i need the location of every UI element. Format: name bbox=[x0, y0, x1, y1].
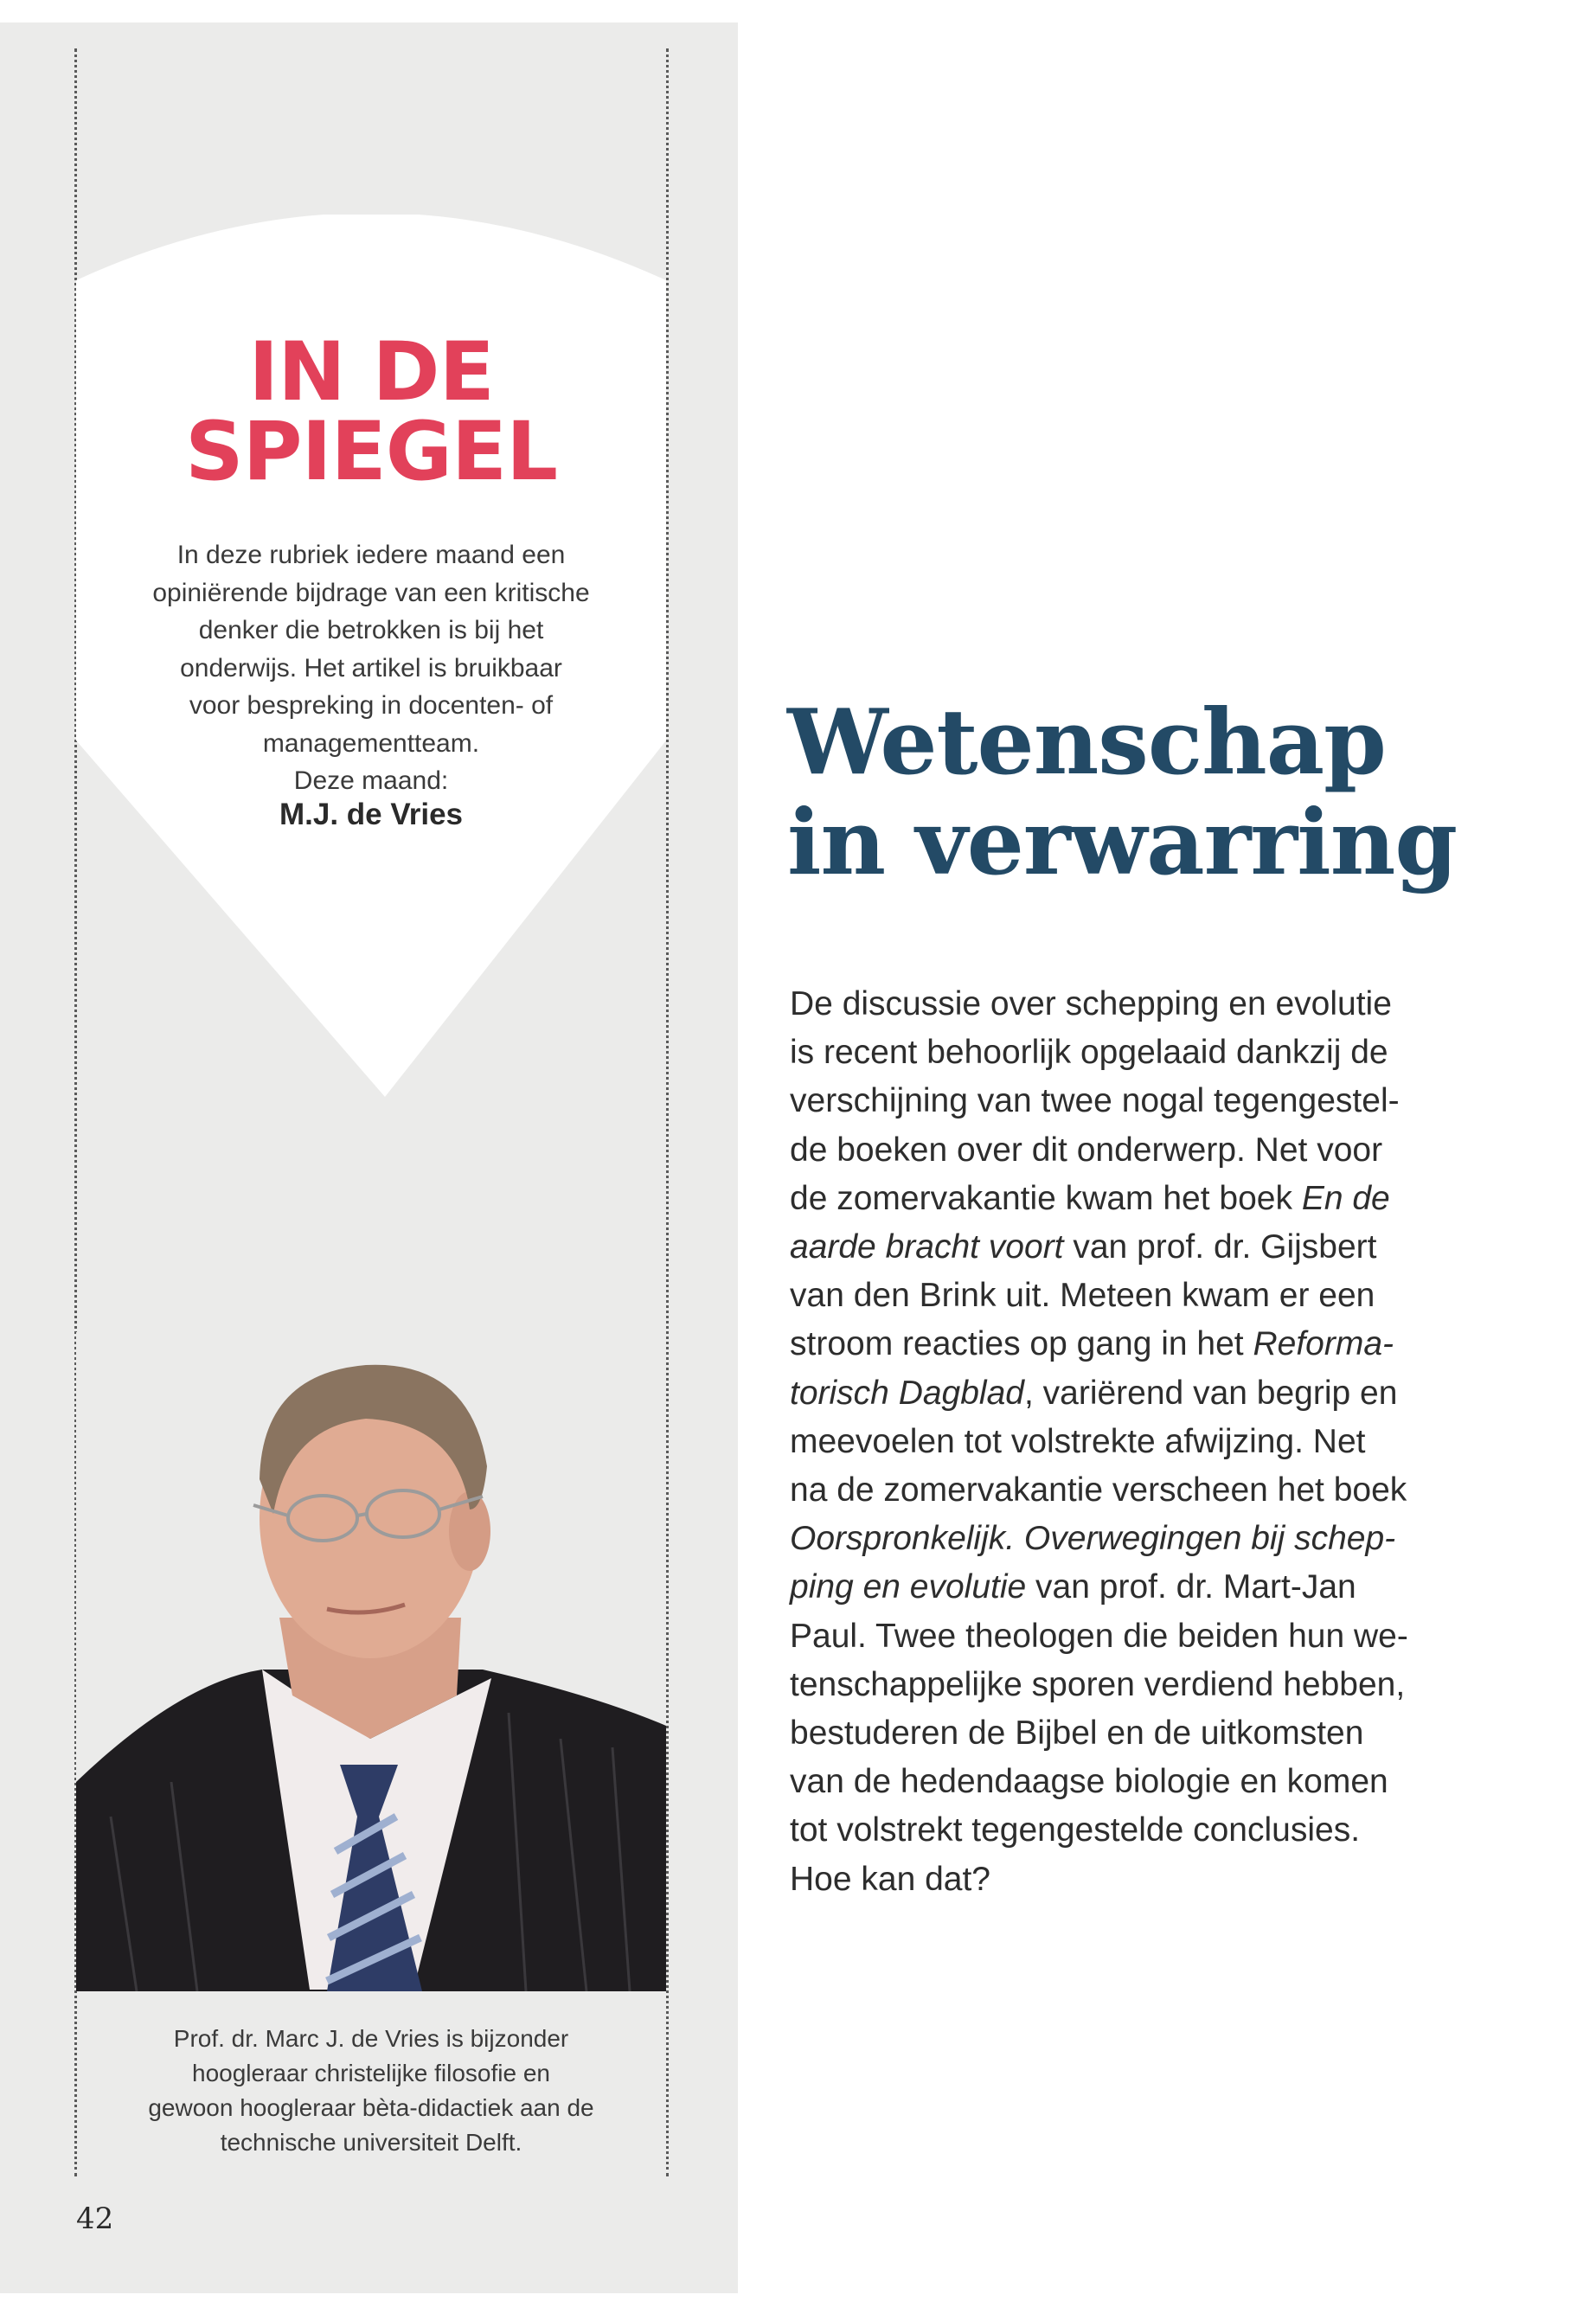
photo-caption-line: Prof. dr. Marc J. de Vries is bijzonder bbox=[173, 2025, 569, 2052]
article-body-line bbox=[790, 1661, 1521, 1709]
article-body-line bbox=[790, 980, 1521, 1029]
article-title-line2: in verwarring bbox=[787, 789, 1458, 895]
article-body-line bbox=[790, 1126, 1521, 1175]
rubric-kicker-line2: SPIEGEL bbox=[184, 405, 558, 499]
body-text: Hoe kan dat? bbox=[790, 1860, 991, 1898]
article-body-line bbox=[790, 1223, 1521, 1272]
article-body-line bbox=[790, 1709, 1521, 1758]
body-text: verschijning van twee nogal tegengestel- bbox=[790, 1082, 1400, 1120]
article-body-line bbox=[790, 1758, 1521, 1806]
body-text: bestuderen de Bijbel en de uitkomsten bbox=[790, 1715, 1364, 1753]
article-body-line bbox=[790, 1029, 1521, 1077]
body-text: van den Brink uit. Meteen kwam er een bbox=[790, 1277, 1375, 1315]
rubric-intro-line: Deze maand: bbox=[293, 766, 449, 795]
photo-caption-line: hoogleraar christelijke filosofie en bbox=[192, 2060, 550, 2086]
rubric-intro-line: In deze rubriek iedere maand een bbox=[176, 541, 566, 569]
body-text: stroom reacties op gang in het bbox=[790, 1325, 1253, 1363]
rubric-kicker-line1: IN DE bbox=[248, 325, 494, 420]
page-number: 42 bbox=[76, 2202, 114, 2236]
article-body-line bbox=[790, 1369, 1521, 1418]
body-text: tot volstrekt tegengestelde conclusies. bbox=[790, 1811, 1361, 1849]
body-text: van prof. dr. Mart-Jan bbox=[1026, 1568, 1356, 1606]
rubric-kicker bbox=[76, 325, 666, 499]
italic-title-text: aarde bracht voort bbox=[790, 1228, 1064, 1266]
italic-title-text: torisch Dagblad bbox=[790, 1374, 1024, 1412]
dotted-divider-right bbox=[666, 48, 669, 2176]
article-body-line bbox=[790, 1515, 1521, 1563]
article-body-line bbox=[790, 1466, 1521, 1515]
rubric-intro bbox=[121, 536, 621, 800]
article-title-line1: Wetenschap bbox=[787, 689, 1386, 795]
rubric-intro-line: managementteam. bbox=[262, 728, 480, 758]
article-body-line bbox=[790, 1856, 1521, 1904]
author-photo bbox=[76, 1332, 666, 1991]
photo-caption-line: gewoon hoogleraar bèta-didactiek aan de bbox=[148, 2094, 594, 2121]
article-body-line bbox=[790, 1175, 1521, 1223]
author-portrait-image bbox=[76, 1332, 666, 1991]
body-text: is recent behoorlijk opgelaaid dankzij de bbox=[790, 1034, 1388, 1072]
italic-title-text: Oorspronkelijk. Overwegingen bij schep- bbox=[790, 1520, 1396, 1558]
article-body-line bbox=[790, 1272, 1521, 1320]
body-text: , variërend van begrip en bbox=[1023, 1374, 1398, 1412]
body-text: de boeken over dit onderwerp. Net voor bbox=[790, 1131, 1383, 1169]
article-body-line bbox=[790, 1563, 1521, 1612]
photo-caption-line: technische universiteit Delft. bbox=[220, 2129, 522, 2156]
article-body-line bbox=[790, 1418, 1521, 1466]
italic-title-text: ping en evolutie bbox=[790, 1568, 1027, 1606]
photo-caption bbox=[104, 2022, 638, 2160]
body-text: De discussie over schepping en evolutie bbox=[790, 985, 1392, 1022]
body-text: van prof. dr. Gijsbert bbox=[1063, 1228, 1377, 1266]
article-title bbox=[787, 689, 1548, 895]
article-body-line bbox=[790, 1077, 1521, 1125]
rubric-intro-line: onderwijs. Het artikel is bruikbaar bbox=[180, 653, 562, 683]
rubric-intro-line: denker die betrokken is bij het bbox=[198, 616, 544, 644]
italic-title-text: Reforma- bbox=[1253, 1325, 1394, 1363]
body-text: tenschappelijke sporen verdiend hebben, bbox=[790, 1665, 1406, 1703]
body-text: Paul. Twee theologen die beiden hun we- bbox=[790, 1617, 1408, 1655]
body-text: de zomervakantie kwam het boek bbox=[790, 1179, 1302, 1217]
article-body-line bbox=[790, 1320, 1521, 1368]
article-body bbox=[790, 980, 1521, 1904]
body-text: na de zomervakantie verscheen het boek bbox=[790, 1471, 1407, 1509]
article-body-line bbox=[790, 1612, 1521, 1661]
rubric-intro-line: voor bespreking in docenten- of bbox=[189, 691, 554, 720]
rubric-intro-line: opiniërende bijdrage van een kritische bbox=[152, 578, 590, 607]
body-text: meevoelen tot volstrekte afwijzing. Net bbox=[790, 1422, 1366, 1460]
italic-title-text: En de bbox=[1301, 1179, 1390, 1217]
body-text: van de hedendaagse biologie en komen bbox=[790, 1763, 1388, 1801]
rubric-author: M.J. de Vries bbox=[279, 798, 464, 831]
article-body-line bbox=[790, 1806, 1521, 1855]
